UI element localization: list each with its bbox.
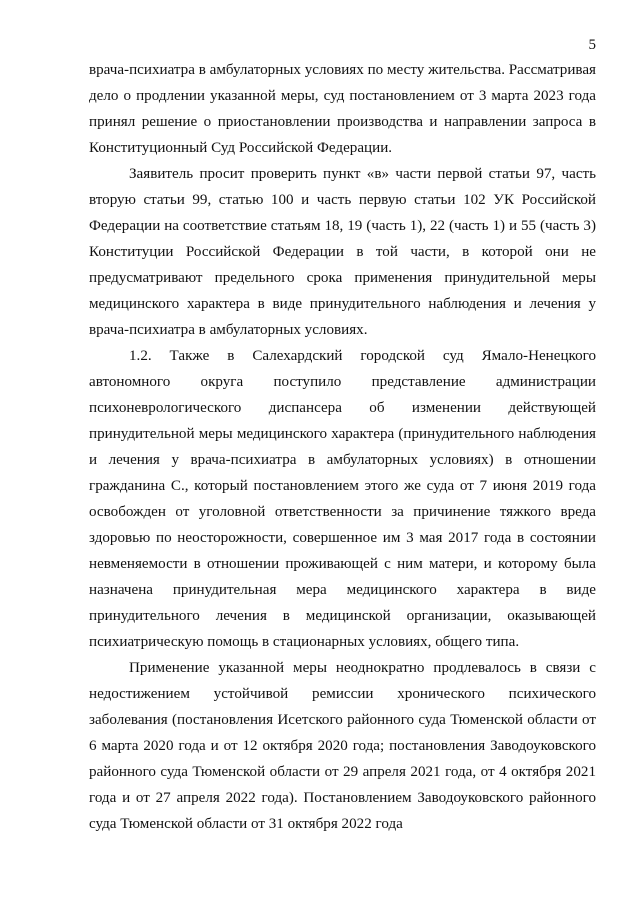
paragraph: Заявитель просит проверить пункт «в» части первой статьи 97, часть вторую статьи 99, статью 100 и часть первую статьи 102 УК Российской Федерации на соответствие статьям 18, 19 (часть 1), 22 (часть 1) и 55 (часть 3) Конституции Российской Федерации в той части, в которой они не предусматривают предельного срока применения принудительной меры медицинского характера в виде принудительного наблюдения и лечения у врача-психиатра в амбулаторных условиях. [89,166,596,338]
document-body [89,57,596,837]
paragraph: 1.2. Также в Салехардский городской суд Ямало-Ненецкого автономного округа поступило представление администрации психоневрологического диспансера об изменении действующей принудительной меры медицинского характера (принудительного наблюдения и лечения у врача-психиатра в амбулаторных условиях) в отношении гражданина С., который постановлением этого же суда от 7 июня 2019 года освобожден от уголовной ответственности за причинение тяжкого вреда здоровью по неосторожности, совершенное им 3 мая 2017 года в состоянии невменяемости в отношении проживающей с ним матери, и которому была назначена принудительная мера медицинского характера в виде принудительного лечения в медицинской организации, оказывающей психиатрическую помощь в стационарных условиях, общего типа. [89,348,596,650]
paragraph: врача-психиатра в амбулаторных условиях по месту жительства. Рассматривая дело о продлении указанной меры, суд постановлением от 3 марта 2023 года принял решение о приостановлении производства и направлении запроса в Конституционный Суд Российской Федерации. [89,62,596,156]
page-number: 5 [588,37,596,53]
paragraph: Применение указанной меры неоднократно продлевалось в связи с недостижением устойчивой ремиссии хронического психического заболевания (постановления Исетского районного суда Тюменской области от 6 марта 2020 года и от 12 октября 2020 года; постановления Заводоуковского районного суда Тюменской области от 29 апреля 2021 года, от 4 октября 2021 года и от 27 апреля 2022 года). Постановлением Заводоуковского районного суда Тюменской области от 31 октября 2022 года [89,660,596,832]
